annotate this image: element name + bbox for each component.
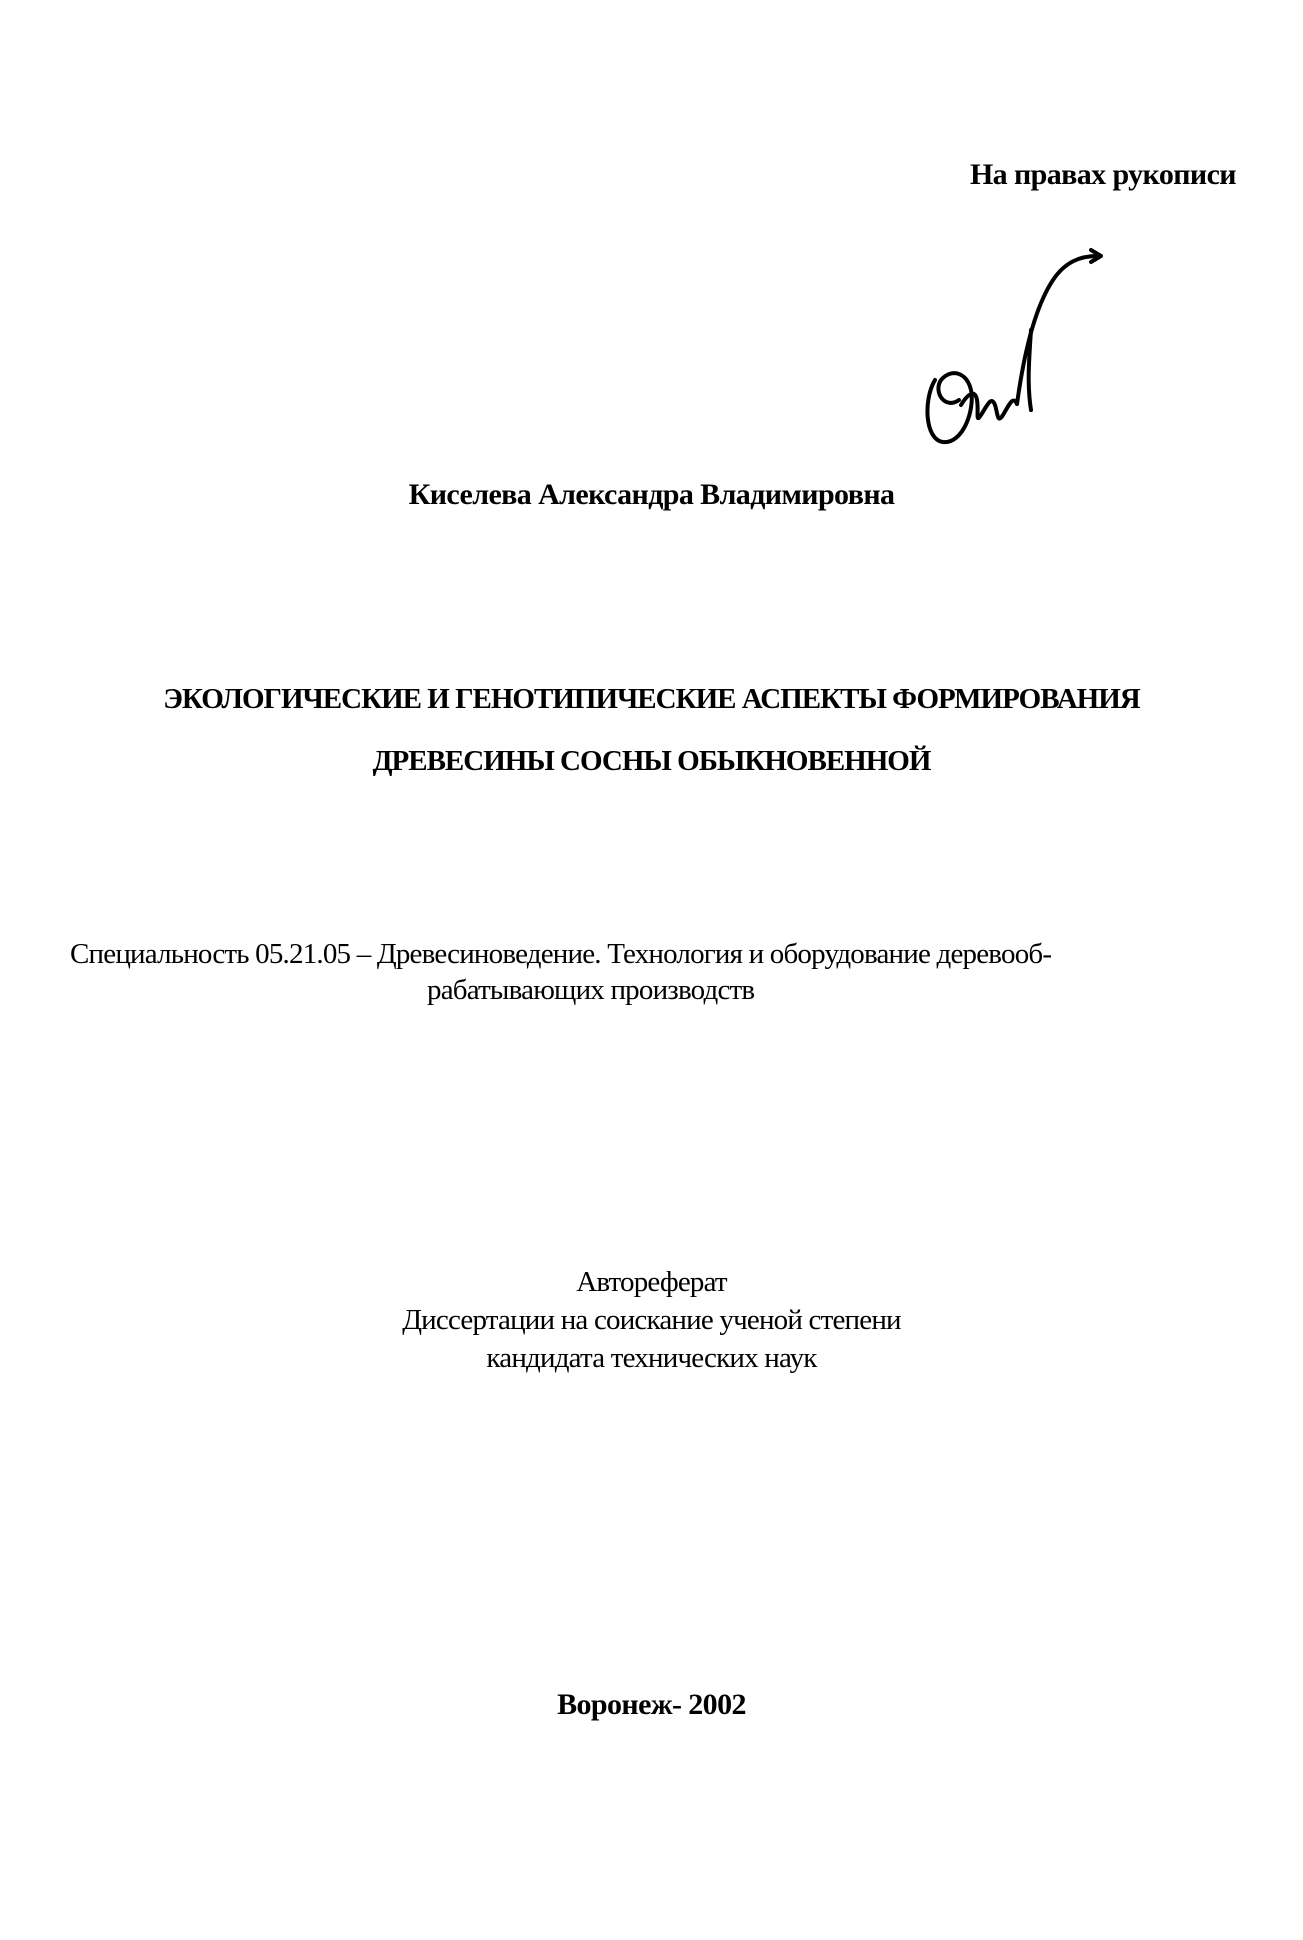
abstract-field-line: кандидата технических наук xyxy=(486,1342,817,1374)
manuscript-rights-note: На правах рукописи xyxy=(969,158,1236,191)
handwritten-signature xyxy=(905,210,1155,460)
dissertation-title xyxy=(0,668,1303,792)
title-line-2: ДРЕВЕСИНЫ СОСНЫ ОБЫКНОВЕННОЙ xyxy=(372,745,931,777)
city-year: Воронеж- 2002 xyxy=(557,1688,746,1721)
author-name: Киселева Александра Владимировна xyxy=(408,478,895,511)
abstract-degree-line: Диссертации на соискание ученой степени xyxy=(402,1304,901,1336)
specialty-line-1: Специальность 05.21.05 – Древесиноведение. Технология и оборудование деревооб- xyxy=(70,938,1052,970)
abstract-heading: Автореферат xyxy=(576,1266,727,1298)
title-line-1: ЭКОЛОГИЧЕСКИЕ И ГЕНОТИПИЧЕСКИЕ АСПЕКТЫ ФОРМИРОВАНИЯ xyxy=(163,683,1140,715)
specialty-statement xyxy=(70,936,1051,1008)
abstract-description xyxy=(0,1263,1303,1377)
specialty-line-2: рабатывающих производств xyxy=(427,974,755,1006)
